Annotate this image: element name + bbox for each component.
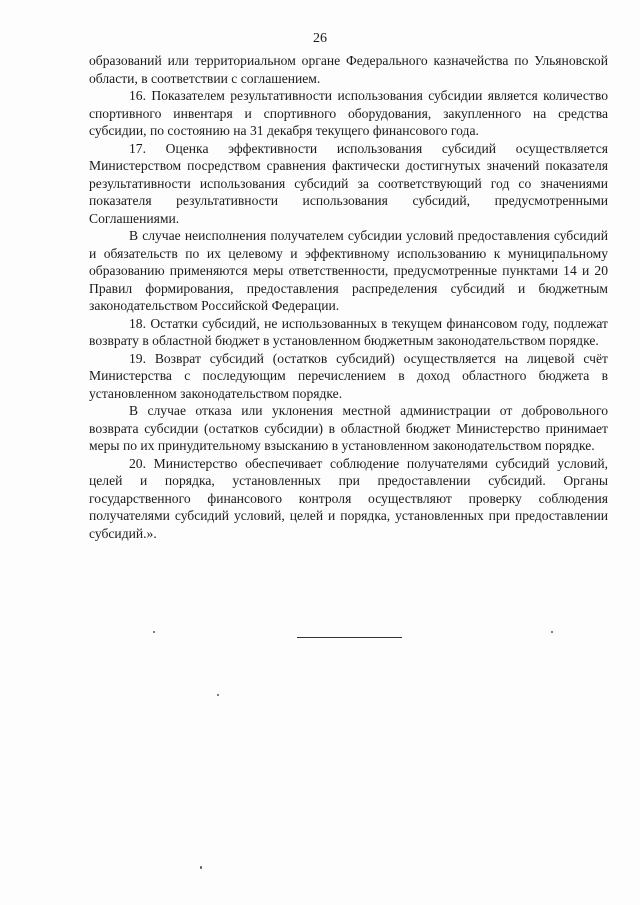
- paragraph-item-20: 20. Министерство обеспечивает соблюдение получателями субсидий условий, целей и порядка, установленных при предоставлении субсидий. Органы государственного финансового контроля осуществляют проверку соблюдения получателями субсидий условий, целей и порядка, установленных при предоставлении субсидий.».: [89, 455, 608, 541]
- document-body: [89, 52, 608, 542]
- scan-speck: [200, 866, 202, 869]
- scan-speck: [551, 631, 553, 633]
- paragraph-item-16: 16. Показателем результативности использования субсидии является количество спортивного инвентаря и спортивного оборудования, закупленного на средства субсидии, по состоянию на 31 декабря текущего финансового года.: [89, 88, 608, 138]
- paragraph-item-19-refusal: В случае отказа или уклонения местной администрации от добровольного возврата субсидии (остатков субсидии) в областной бюджет Министерство принимает меры по их принудительному взысканию в установленном законодательством порядке.: [89, 403, 608, 453]
- paragraph-item-17-noncompliance: В случае неисполнения получателем субсидии условий предоставления субсидий и обязательств по их целевому и эффективному использованию к муниципальному образованию применяются меры ответственности, предусмотренные пунктами 14 и 20 Правил формирования, предоставления распределения субсидий и бюджетным законодательством Российской Федерации.: [89, 228, 608, 313]
- scan-speck: [153, 631, 155, 633]
- paragraph-continuation: образований или территориальном органе Федерального казначейства по Ульяновской области, в соответствии с соглашением.: [89, 53, 608, 86]
- paragraph-item-17: 17. Оценка эффективности использования субсидий осуществляется Министерством посредством сравнения фактически достигнутых значений показателя результативности использования субсидий за соответствующий год со значениями показателя результативности использования субсидий, предусмотренными Соглашениями.: [89, 140, 608, 226]
- paragraph-item-19: 19. Возврат субсидий (остатков субсидий) осуществляется на лицевой счёт Министерства с последующим перечислением в доход областного бюджета в установленном законодательством порядке.: [89, 350, 608, 401]
- scan-speck: [217, 694, 219, 696]
- closing-separator-line: [297, 637, 402, 638]
- page-number: 26: [313, 31, 327, 46]
- paragraph-item-18: 18. Остатки субсидий, не использованных в текущем финансовом году, подлежат возврату в областной бюджет в установленном бюджетным законодательством порядке.: [89, 315, 608, 348]
- scan-speck: [552, 260, 554, 262]
